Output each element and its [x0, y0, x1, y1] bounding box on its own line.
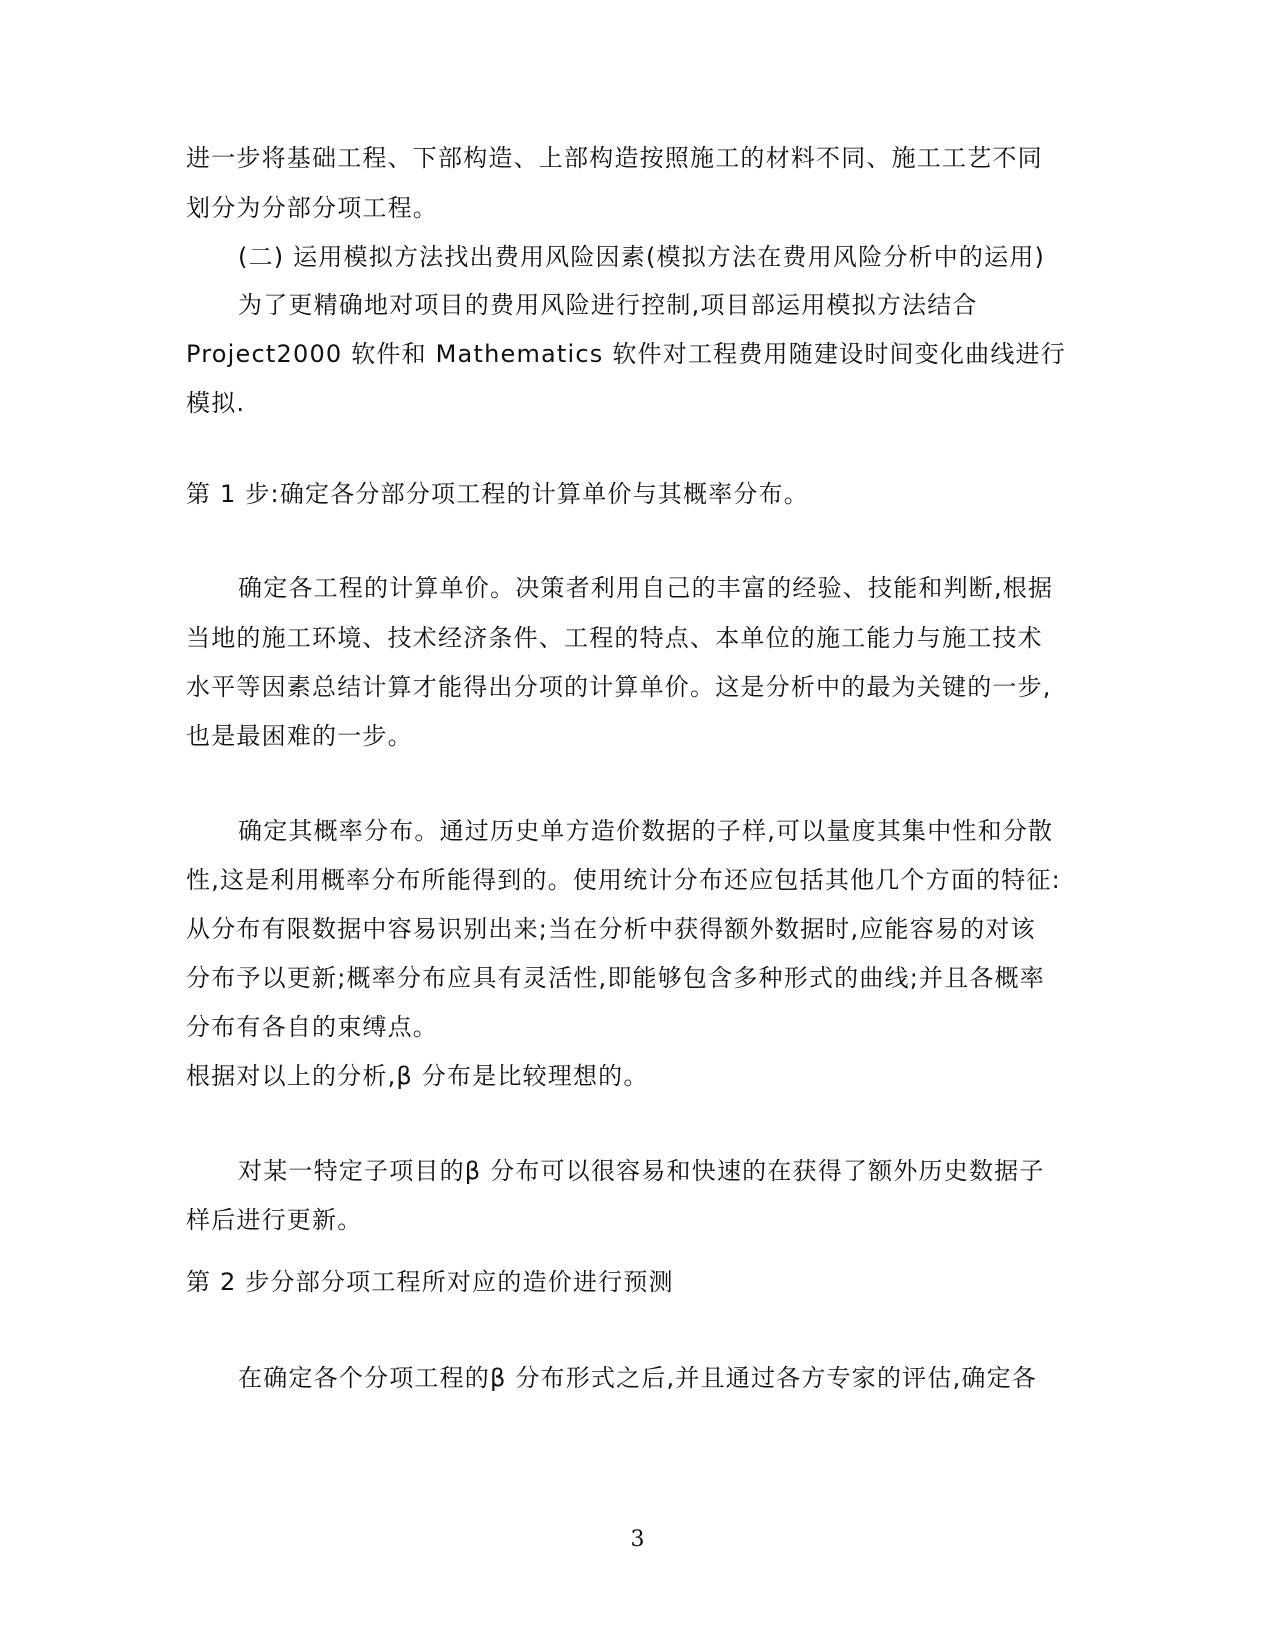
body-text-line: 模拟.: [186, 389, 246, 417]
body-text-line: 为了更精确地对项目的费用风险进行控制,项目部运用模拟方法结合: [238, 291, 978, 319]
body-text-line: 划分为分部分项工程。: [186, 194, 438, 222]
body-text-line: 进一步将基础工程、下部构造、上部构造按照施工的材料不同、施工工艺不同: [186, 144, 1043, 172]
section-heading: (二) 运用模拟方法找出费用风险因素(模拟方法在费用风险分析中的运用): [238, 243, 1046, 271]
step-heading: 第 2 步分部分项工程所对应的造价进行预测: [186, 1268, 674, 1296]
body-text-line: 样后进行更新。: [186, 1206, 363, 1234]
body-text-line: 分布有各自的束缚点。: [186, 1013, 438, 1041]
body-text-line: 分布予以更新;概率分布应具有灵活性,即能够包含多种形式的曲线;并且各概率: [186, 964, 1045, 992]
body-text-line: 确定各工程的计算单价。决策者利用自己的丰富的经验、技能和判断,根据: [238, 574, 1054, 602]
body-text-line: 也是最困难的一步。: [186, 722, 413, 750]
body-text-line: 在确定各个分项工程的β 分布形式之后,并且通过各方专家的评估,确定各: [238, 1364, 1038, 1392]
body-text-line: 性,这是利用概率分布所能得到的。使用统计分布还应包括其他几个方面的特征:: [186, 866, 1061, 894]
body-text-line: 水平等因素总结计算才能得出分项的计算单价。这是分析中的最为关键的一步,: [186, 673, 1052, 701]
body-text-line: 根据对以上的分析,β 分布是比较理想的。: [186, 1062, 649, 1090]
body-text-line: Project2000 软件和 Mathematics 软件对工程费用随建设时间变化曲线进行: [186, 340, 1066, 368]
body-text-line: 从分布有限数据中容易识别出来;当在分析中获得额外数据时,应能容易的对该: [186, 915, 1036, 943]
body-text-line: 对某一特定子项目的β 分布可以很容易和快速的在获得了额外历史数据子: [238, 1157, 1045, 1185]
body-text-line: 当地的施工环境、技术经济条件、工程的特点、本单位的施工能力与施工技术: [186, 624, 1043, 652]
page-number: 3: [630, 1527, 645, 1552]
body-text-line: 确定其概率分布。通过历史单方造价数据的子样,可以量度其集中性和分散: [238, 817, 1054, 845]
step-heading: 第 1 步:确定各分部分项工程的计算单价与其概率分布。: [186, 480, 810, 508]
